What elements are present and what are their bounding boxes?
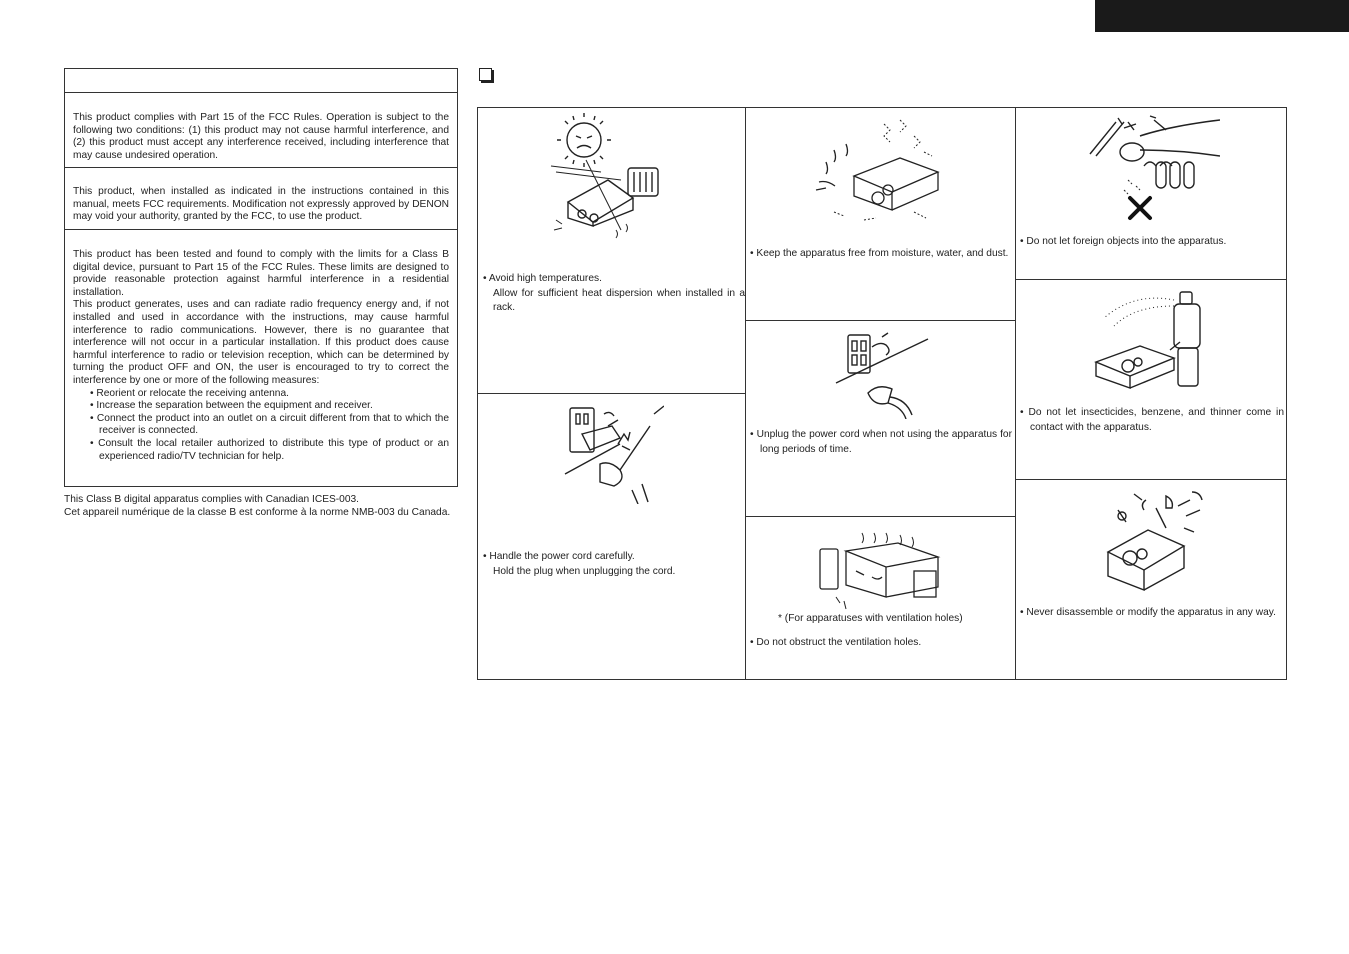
canada-line-french: Cet appareil numérique de la classe B est conforme à la norme NMB-003 du Canada. xyxy=(64,507,451,518)
fcc-compliance-section xyxy=(65,93,457,168)
caption-insecticide-text: • Do not let insecticides, benzene, and thinner come in contact with the apparatus. xyxy=(1020,407,1284,433)
sun-heat-illustration xyxy=(546,112,674,242)
caution-disassemble xyxy=(1016,480,1286,680)
fcc-caution-section xyxy=(65,168,457,230)
fcc-compliance-text: This product complies with Part 15 of the FCC Rules. Operation is subject to the following two conditions: (1) this product may not cause harmful interference, and (2) this product must accept any interference received, including interference that may cause undesired operation. xyxy=(73,112,449,161)
fcc-note-text-1: This product has been tested and found to comply with the limits for a Class B digital device, pursuant to Part 15 of the FCC Rules. These limits are designed to provide reasonable protection against harmful interference in a residential installation. xyxy=(73,249,449,298)
caption-foreign-text: • Do not let foreign objects into the apparatus. xyxy=(1020,236,1227,247)
fcc-box-header xyxy=(65,69,457,93)
caption-disassemble xyxy=(1020,606,1284,621)
foreign-objects-illustration xyxy=(1084,110,1220,224)
caution-unplug xyxy=(746,321,1016,517)
canada-line-english: This Class B digital apparatus complies with Canadian ICES-003. xyxy=(64,494,360,505)
section-checkbox-icon xyxy=(479,68,492,81)
caution-foreign-objects xyxy=(1016,108,1286,280)
fcc-caution-text: This product, when installed as indicated in the instructions contained in this manual, meets FCC requirements. Modification not expressly approved by DENON may void your authority, granted by the FCC, to use the product. xyxy=(73,186,449,223)
language-tab xyxy=(1095,0,1349,32)
canada-notice xyxy=(64,493,459,519)
fcc-information-box xyxy=(64,68,458,487)
fcc-note-section xyxy=(65,230,457,463)
caption-moisture xyxy=(750,247,1012,262)
list-item: • Reorient or relocate the receiving antenna. xyxy=(90,387,289,399)
caption-cord-line1: • Handle the power cord carefully. xyxy=(483,551,635,562)
moisture-illustration xyxy=(814,116,948,226)
caption-cord-line2: Hold the plug when unplugging the cord. xyxy=(493,565,676,577)
list-item: • Connect the product into an outlet on a circuit different from that to which the receiver is connected. xyxy=(90,412,449,437)
fcc-note-text-2: This product generates, uses and can radiate radio frequency energy and, if not installed and used in accordance with the instructions, may cause harmful interference to radio communications. However, there is no guarantee that interference will not occur in a particular installation. If this product does cause harmful interference to radio or television reception, which can be determined by turning the product OFF and ON, the user is encouraged to try to correct the interference by one or more of the following measures: xyxy=(73,299,449,386)
list-item: • Increase the separation between the equipment and receiver. xyxy=(90,400,373,412)
caution-power-cord xyxy=(478,394,746,680)
caption-heat-line2: Allow for sufficient heat dispersion when installed in a rack. xyxy=(493,287,745,313)
caption-foreign-objects xyxy=(1020,235,1282,250)
plug-handling-illustration xyxy=(560,404,664,504)
caption-ventilation xyxy=(750,636,1012,651)
disassemble-illustration xyxy=(1094,486,1212,594)
caption-heat xyxy=(483,272,745,316)
caption-ventilation-text: • Do not obstruct the ventilation holes. xyxy=(750,637,922,648)
caution-heat xyxy=(478,108,746,394)
caption-insecticides xyxy=(1020,406,1284,435)
caption-power-cord xyxy=(483,550,745,579)
caption-heat-line1: • Avoid high temperatures. xyxy=(483,273,602,284)
insecticide-illustration xyxy=(1088,286,1216,392)
caution-moisture xyxy=(746,108,1016,321)
caution-ventilation xyxy=(746,517,1016,680)
caution-insecticides xyxy=(1016,280,1286,480)
ventilation-illustration xyxy=(816,531,944,611)
caption-unplug-text: • Unplug the power cord when not using the apparatus for long periods of time. xyxy=(750,429,1012,455)
unplug-illustration xyxy=(834,327,934,419)
cautions-grid xyxy=(477,107,1287,680)
caption-disassemble-text: • Never disassemble or modify the apparatus in any way. xyxy=(1020,607,1276,618)
ventilation-note: * (For apparatuses with ventilation holes) xyxy=(778,613,963,624)
caption-unplug xyxy=(750,428,1012,457)
caption-moisture-text: • Keep the apparatus free from moisture, water, and dust. xyxy=(750,248,1009,259)
fcc-measures-list xyxy=(73,388,449,464)
list-item: • Consult the local retailer authorized to distribute this type of product or an experienced radio/TV technician for help. xyxy=(90,437,449,462)
